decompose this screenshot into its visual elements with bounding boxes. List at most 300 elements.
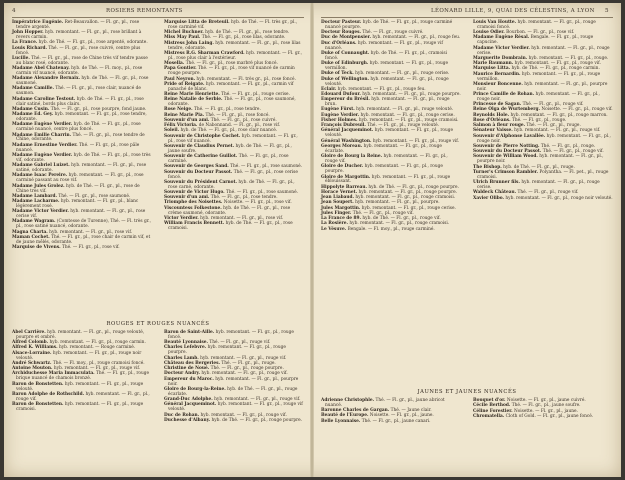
rose-name: Château des Bergeries. xyxy=(164,360,221,366)
rose-name: Sénateur Vaisse. xyxy=(473,128,513,134)
rose-description: Thé. — Fl. gr., pl., rouge vif. xyxy=(541,149,604,155)
rose-name: Madame Eugène Résal. xyxy=(473,35,530,41)
rose-description: de Nabonnand. — Fl. gr., pl., rose vif. xyxy=(197,123,281,129)
rose-name: Souvenir d'un ami. xyxy=(164,195,210,201)
rose-description: hyb. remontant. — Fl. gr., pl., rouge noir velouté. xyxy=(504,195,613,201)
rose-name: Mistress R.G. Sharman Crawford. xyxy=(164,50,245,56)
rose-name: Rose d'Orléans. xyxy=(473,117,511,123)
rose-name: Souvenir de Georges Sand. xyxy=(164,164,229,170)
rose-description: Thé. — Fl. gr., pl., rouge vif. xyxy=(351,210,414,216)
rose-description: hyb. remontant. — Fl. gr., pl., rouge vif. xyxy=(52,366,141,372)
rose-name: Souvenir de Claudius Pernet. xyxy=(164,143,235,149)
rose-description: Thé. — Fl. gr., pl., rose cuivré, centre plus foncé. xyxy=(16,45,141,56)
rose-name: Soleil. xyxy=(164,128,180,134)
rose-name: Georges Moreau. xyxy=(321,143,363,149)
page-number: 5 xyxy=(605,8,609,14)
rose-name: Louis Richard. xyxy=(12,45,48,51)
rose-description: hyb. remontant. — Fl. gr., pl., rouge brun. xyxy=(325,97,450,108)
rose-description: Thé. — Fl. gr., pl., rose vif nuancé de carmin rouge pourpre. xyxy=(168,66,295,77)
rose-description: Thé. — Fl. gr., rouge cuivré. xyxy=(361,30,424,36)
rose-name: Fisher Holmes. xyxy=(321,117,358,123)
rose-description: hyb. remontant. — Fl. gr., pl., rose plus clair à l'extérieur. xyxy=(168,50,302,61)
rose-entry xyxy=(12,246,152,251)
rose-name: Docteur Andry. xyxy=(164,371,201,377)
rose-name: Reine Marie Henriette. xyxy=(164,92,220,98)
rose-description: hyb. remontant. — Fl. gr., pl., rose cerise vif. xyxy=(16,209,146,220)
rose-description: hyb. remontant. — Fl. gr., pl., pourpre noir. xyxy=(477,154,604,165)
rose-name: Madame Eugène Verdier. xyxy=(12,122,73,128)
rose-name: Impératrice Eugénie. xyxy=(12,20,64,25)
rose-description: Ret-Beauvallon. — Fl. gr., pl., rose tendre argenté. xyxy=(16,20,140,30)
rose-description: hyb. remontant. — Fl. gr., pl., rouge foncé. xyxy=(168,330,294,340)
rose-name: Baron de Saint-Aille. xyxy=(164,330,215,335)
rose-name: Eugène Fürst. xyxy=(321,107,355,113)
rose-description: Bourbon. — Fl. gr., pl., rose vif. xyxy=(504,30,575,36)
rose-name: Duke of Edinburgh. xyxy=(321,61,369,67)
rose-description: Thé. — Fl. gr., pl., rose vif. xyxy=(60,245,120,251)
rose-name: Marquise Litta. xyxy=(473,66,511,72)
rose-description: Thé. — Fl. gr., pl., rose de Chine très vif tendre passe au blanc rosé, odorante. xyxy=(16,55,148,66)
rose-name: Souvenir du Président Carnot. xyxy=(164,179,238,185)
rose-name: Souvenir de Victor Hugo. xyxy=(164,189,225,195)
rose-description: Thé. — Fl. gr., pl., rouge. xyxy=(510,117,567,123)
left-page xyxy=(4,3,312,477)
rose-description: hyb. remontant. — Fl. gr., pl., rose carminé passant au rose vif. xyxy=(16,173,144,184)
rose-name: Madame Abel Chatenay. xyxy=(12,66,70,72)
rose-name: Souvenir du Docteur Passot. xyxy=(164,169,233,175)
rose-description: hyb. remontant. — Fl. gr., pl., rouge cerise. xyxy=(359,112,455,118)
rose-description: hyb. remontant. — Fl. gr., pl., rouge vif. xyxy=(371,138,460,144)
rose-name: The Bishop. xyxy=(473,164,502,170)
rose-name: François Dubreuil. xyxy=(321,123,366,129)
rose-name: Souvenir de Catherine Guillot. xyxy=(164,154,238,160)
rose-description: hyb. remontant. — Fl. gr., pl., rouge cerise. xyxy=(353,71,450,77)
rose-name: Chromatella. xyxy=(473,413,505,419)
rose-description: Thé. — Fl. gr., pl., rouge vif. xyxy=(208,340,271,346)
rose-description: hyb. remontant. — Fl. gr., pl., rouge cerise. xyxy=(477,180,600,191)
rose-name: Rose Neige. xyxy=(164,107,193,113)
rose-description: Thé. — Fl. gr., pl., jaune soufre. xyxy=(510,403,581,409)
rose-name: Empereur du Brésil. xyxy=(321,97,370,103)
rose-description: Thé. — Fl. gr., pl., rose marbré plus foncé. xyxy=(184,61,278,67)
rose-description: hyb. remontant. — Fl. gr., pl., rouge cramoisi foncé. xyxy=(477,20,596,30)
rose-description: hyb. de Thé. — Fl. très gr., pl., rose carminé vif. xyxy=(168,20,298,30)
rose-description: Thé. — Fl. gr., pl., rose cerise foncé. xyxy=(168,169,298,180)
rose-description: hyb. remontant. — Fl. gr., pl., rouge noir velouté. xyxy=(16,350,142,361)
rose-name: Duc d'Orléans. xyxy=(321,40,357,46)
rose-description: hyb. remontant. — Fl. gr., pl., rouge cerise. xyxy=(477,45,610,56)
rose-description: hyb. remontant. — Fl. gr., pl., rose brillant à revers carmin. xyxy=(16,30,142,41)
rose-name: Baron de Bonstetten. xyxy=(12,402,64,408)
rose-name: William Francis Bennett. xyxy=(164,221,225,227)
rose-description: hyb. remontant. — Fl. gr., pl., rose vif nuancé. xyxy=(168,133,298,144)
rose-description: Thé. — Fl. gr., pl., rose clair, nuancé de saumon. xyxy=(16,86,141,97)
rose-description: hyb. remontant. — Fl. gr., pl., rose vif. xyxy=(198,215,284,221)
rose-description: (Comtesse de Turenne), Thé. — Fl. très gr., pl., rose satiné nuancé, odorante. xyxy=(16,219,152,230)
rose-description: Thé. — Fl. gr., pl., rose saumoné. xyxy=(224,189,298,195)
rose-description: Thé. — Fl. gr., pl., rose lilas, odorante. xyxy=(200,35,286,41)
rose-name: Horace Vernet. xyxy=(321,189,358,195)
rose-description: hyb. de Thé. — Fl. gr., pl., rose clair satiné, bords plus clairs. xyxy=(16,96,144,107)
rose-description: hyb. remontant. — Fl. gr., pl., rouge pourpre. xyxy=(357,189,458,195)
rose-entry xyxy=(164,222,304,232)
rose-description: hyb. de Thé. — Fl. gr., pl., rose tendre. xyxy=(203,30,290,36)
rose-description: Thé. — Fl. gr., pl., rouge vif. xyxy=(516,190,579,196)
rose-name: Beauté de l'Europe. xyxy=(321,413,369,419)
rose-description: hyb. remontant. — Fl. gr., pl., rouge marron. xyxy=(509,112,608,118)
rose-name: Cécile Berthod. xyxy=(473,403,511,409)
rose-description: hyb. remontant. — Fl. gr., pl., rose lilas tendre, odorante. xyxy=(168,40,301,51)
rose-name: Marquise de Vivens. xyxy=(12,245,61,251)
rose-name: André Schwartz. xyxy=(12,360,52,366)
rose-name: Louis Van Houtte. xyxy=(473,20,517,25)
rose-description: hyb. remontant. — Fl. gr., pl., rose tendre, odorante. xyxy=(16,112,147,123)
rose-name: Monsieur Boncenne. xyxy=(473,81,523,87)
rose-name: Marguerite Dombrain. xyxy=(473,55,528,61)
rose-description: hyb. remontant. — Fl. gr., pl., rouge cerise. xyxy=(360,205,456,211)
rose-name: Madame Camille. xyxy=(12,86,54,92)
rose-description: Thé. — Fl. gr., pl., rose saumoné. xyxy=(57,193,131,199)
header-rule xyxy=(12,17,304,18)
rose-name: Marie Baumann. xyxy=(473,61,514,67)
rose-name: Papa Gontier. xyxy=(164,66,197,72)
rose-name: Waldeck Château. xyxy=(473,190,517,196)
rose-name: John Hopper. xyxy=(12,30,44,36)
rose-name: Docteur Rouges. xyxy=(321,30,362,36)
rose-name: La France de 89. xyxy=(321,216,362,222)
rose-name: Madame Jules Grolez. xyxy=(12,183,65,189)
rose-description: hyb. remontant. — Fl. gr., pl., rouge éblouissant. xyxy=(325,174,451,185)
rose-name: Gloire de Margottin. xyxy=(321,174,371,180)
rose-name: Eugène Verdier. xyxy=(321,112,360,118)
rose-name: Madame Victor Verdier. xyxy=(473,45,530,51)
rose-description: Thé. — Fl. gr., pl., rose saumoné, odorante. xyxy=(168,97,296,108)
rose-description: hyb. de Thé. — Fl. gr., pl., rose carné, odorante. xyxy=(168,179,295,190)
rose-description: Bengale. — Fl. gr., pl., rouge capucine. xyxy=(477,35,594,46)
rose-name: Reine Marie Pia. xyxy=(164,112,205,118)
rose-name: Christine de Noué. xyxy=(164,366,210,372)
rose-description: hyb. de Thé. — Fl. gr., pl., rouge carminé nuancé pourpre. xyxy=(325,20,453,30)
rose-name: Xavier Olibo. xyxy=(473,195,505,201)
rose-description: Thé. — Fl. gr., pl., rose chair de carmin vif, et de jaune mêlés, odorante. xyxy=(16,234,151,245)
rose-name: Le Vésuve. xyxy=(321,226,347,232)
rose-description: hyb. de Thé. — Fl. gr., pl., rose crème saumoné, odorante. xyxy=(168,205,291,216)
rose-entry xyxy=(321,420,461,425)
entries-column xyxy=(12,21,152,317)
rose-name: Gloire de Bourg la Reine. xyxy=(321,154,383,160)
rose-description: hyb. remontant. — Fl. gr., pl., rouge cramoisi. xyxy=(357,117,459,123)
rose-description: hyb. de Thé. — Fl. gr., pl., rouge carmin. xyxy=(510,66,600,72)
rose-name: Princesse de Sagan. xyxy=(473,102,522,108)
rose-name: Duke of Connaught. xyxy=(321,50,370,56)
rose-name: Gloire de Bourg-la-Reine. xyxy=(164,386,226,392)
right-page xyxy=(313,3,621,477)
rose-description: Polyantha. — Fl. pet., pl., rouge cramoisi. xyxy=(477,169,609,180)
rose-name: Baron Adolphe de Rothschild. xyxy=(12,391,85,397)
rose-description: Thé. — Fl. gr., pl., rose cuivré. xyxy=(209,117,277,123)
rose-name: Docteur Pasteur. xyxy=(321,20,362,25)
rose-description: Thé. — Fl. gr., pl., rouge. xyxy=(220,360,276,366)
rose-description: hyb. de Thé. — Fl. gr., pl., rouge écarlate. xyxy=(168,386,298,397)
rose-name: Eclair. xyxy=(321,86,337,92)
rose-description: hyb. remontant. — Fl. gr., pl., rouge noir. xyxy=(477,133,611,144)
entries-column xyxy=(473,399,613,473)
rose-description: Thé. — Fl. gr., pl., rose carminé. xyxy=(168,154,289,165)
rose-description: Noisette. — Fl. gr., pl., jaune cuivré. xyxy=(505,398,586,403)
rose-name: Pride of Reigate. xyxy=(164,81,205,87)
rose-description: Thé. — Fl. gr., pl., rouge velouté. xyxy=(365,123,440,129)
rose-description: hyb. remontant. — Fl. gr., pl., rouge vermillon. xyxy=(477,71,601,82)
rose-name: Maurice Bernardin. xyxy=(473,71,521,77)
rose-description: hyb. remontant. — Fl. gr., pl., rose vif. xyxy=(47,229,133,235)
rose-name: Lucille. xyxy=(12,55,30,61)
rose-name: Viscountess Folkestone. xyxy=(164,205,222,211)
entries-column xyxy=(473,21,613,389)
rose-description: Noisette. — Fl. gr., pl., jaune. xyxy=(368,413,434,419)
rose-description: hyb. remontant. — Fl. gr., pl., rouge feu. xyxy=(336,86,426,92)
rose-description: Thé. — Fl. gr., pl., rose foncé. xyxy=(204,112,270,118)
rose-description: hyb. remontant. — Fl. gr., pl., rouge cramoisi. xyxy=(16,402,144,412)
rose-description: hyb. remontant. — Fl. gr., pl., blanc légèrement rosé. xyxy=(16,199,139,209)
rose-name: Duc de Montpensier. xyxy=(321,35,371,41)
rose-description: Thé. — Fl. gr., pl., rouge. xyxy=(539,143,596,149)
entries-column xyxy=(321,21,461,389)
rose-name: Maman Cochet. xyxy=(12,234,50,240)
rose-name: Adrienne Christophle. xyxy=(321,398,375,403)
rose-description: hyb. remontant. — Fl. gr., pl., rouge velouté. xyxy=(325,128,454,139)
rose-name: Madame Ernestine Verdier. xyxy=(12,142,78,148)
rose-name: Victor Verdier. xyxy=(164,215,199,221)
rose-name: Paul Neyron. xyxy=(164,76,196,82)
rose-description: Thé. — Fl. gr., pl., rouge pourpre. xyxy=(209,366,284,372)
rose-name: Alfred Colomb. xyxy=(12,340,49,346)
rose-entry xyxy=(12,403,152,413)
rose-description: hyb. de Thé. — Fl. gr., pl., rouge pourpre. xyxy=(367,184,459,190)
rose-description: hyb. remontant. — Fl. gr., pl., rouge vif nuancé. xyxy=(325,40,443,51)
entries-column xyxy=(164,21,304,317)
rose-name: Félix Victoria. xyxy=(164,123,198,129)
rose-entry xyxy=(164,419,304,424)
rose-description: hyb. remontant. — Fl. gr., pl., rouge vermillon. xyxy=(325,61,449,72)
rose-description: hyb. remontant. — Fl. gr., pl., rouge vif. xyxy=(513,61,601,67)
rose-description: hyb. remontant. — Fl. gr., pl., rouge velouté. xyxy=(325,76,449,87)
rose-description: hyb. de Thé. — Fl. gr., pl., rose cramoisi. xyxy=(168,221,293,232)
rose-description: Thé. — Fl. gr., pl., rose pâle nuancé. xyxy=(16,142,140,153)
rose-description: hyb. remontant. — Fl. gr., pl., rouge vif. xyxy=(16,391,150,402)
rose-name: Hippolyte Barreau. xyxy=(321,184,367,190)
rose-description: Thé. — Fl. gr., pl., rouge. xyxy=(525,123,581,129)
rose-description: hyb. remontant. — Fl. gr., pl., rouge feu. xyxy=(370,35,461,41)
rose-name: Alsace-Lorraine. xyxy=(12,350,52,356)
rose-name: Souvenir d'un ami. xyxy=(164,117,210,123)
rose-name: Souvenir d'Alphonse Lavallée. xyxy=(473,133,546,139)
rose-description: hyb. remontant. — Fl. gr., pl., rouge vif. xyxy=(200,371,288,377)
rose-description: Cloth of Gold. — Fl. gr., pl., jaune foncé. xyxy=(504,413,594,419)
rose-name: La Rosière. xyxy=(321,221,349,227)
rose-description: Bengale. — Fl. moy., pl., rouge carminé. xyxy=(346,226,435,232)
rose-name: Archiduchesse Maria Immaculata. xyxy=(12,371,95,377)
rose-description: hyb. remontant. — Fl. gr., pl., rouge vif velouté. xyxy=(168,402,303,413)
rose-description: hyb. remontant. — Fl. gr., pl., rouge vif. xyxy=(512,128,601,134)
rose-description: hyb. remontant. — Fl. gr., pl., rouge carmin. xyxy=(48,340,146,346)
rose-name: Madame Cusin. xyxy=(12,106,50,112)
rose-description: hyb. remontant. — Fl. gr., pl., rouge pourpre. xyxy=(360,92,461,98)
rose-name: Madame Wagram. xyxy=(12,219,56,225)
rose-name: Louise Odier. xyxy=(473,30,505,36)
rose-name: Michel Buchner. xyxy=(164,30,204,36)
rose-description: hyb. de Thé. — Fl. gr., pl., rose carminé nuancé, centre plus foncé. xyxy=(16,122,141,133)
rose-name: Baronne Charles de Gargan. xyxy=(321,408,390,414)
rose-description: Thé. — Fl. gr., pl., rouge vif. xyxy=(521,102,584,108)
rose-description: hyb. de Thé. — Fl. gr., pl., rose très vif, odorante. xyxy=(16,152,151,163)
rose-name: Duke of Teck. xyxy=(321,71,354,77)
rose-description: hyb. remontant. — Fl. gr., pl., rouge velouté. xyxy=(16,381,144,392)
rose-name: Mistress John Laing. xyxy=(164,40,214,46)
rose-description: hyb. remontant. — Fl. très gr., pl., rose foncé. xyxy=(195,76,296,82)
rose-name: Gloire de Ducher. xyxy=(321,164,364,170)
rose-name: Turner's Crimson Rambler. xyxy=(473,169,539,175)
rose-name: Reine Natalie de Serbie. xyxy=(164,97,223,103)
rose-name: Reynolds Hole. xyxy=(473,112,510,118)
rose-name: Jean Liabaud. xyxy=(321,195,355,201)
rose-description: Thé. — Fl. gr., pl., rouge cerise. xyxy=(219,92,290,98)
rose-description: Thé. — Fl. gr., pl., jaune canari. xyxy=(360,418,431,424)
rose-description: hyb. remontant. — Fl. gr., pl., rouge velouté. xyxy=(354,107,454,113)
rose-name: Madame Isaac Pereire. xyxy=(12,173,68,179)
rose-name: Madame Ed. Gey. xyxy=(12,112,54,118)
rose-description: hyb. remontant. — Fl. gr., pl., rouge vif. xyxy=(212,397,301,403)
rose-description: Thé. — Jaune clair. xyxy=(389,408,432,414)
rose-description: Thé. — Fl. gr., pl., rose saumoné. xyxy=(228,164,303,170)
rose-name: Duc de Rohan. xyxy=(164,412,200,418)
entries-column xyxy=(12,331,152,471)
rose-name: Général Jacqueminot. xyxy=(321,128,374,134)
header-rule xyxy=(321,17,613,18)
rose-name: Miss May Paul. xyxy=(164,35,201,41)
rose-name: Duke of Wellington. xyxy=(321,76,369,82)
rose-name: Jean Soupert. xyxy=(321,200,354,206)
section-title: JAUNES ET JAUNES NUANCÉS xyxy=(417,389,517,395)
rose-name: Madame Lambard. xyxy=(12,193,58,199)
rose-name: Général Washington. xyxy=(321,138,372,144)
rose-description: hyb. remontant. — Fl. gr., pl., rouge pourpre. xyxy=(325,164,443,175)
rose-description: hyb. remontant. — Fl. gr., pl., rose satiné, odorante. xyxy=(16,163,147,174)
rose-entry xyxy=(473,197,613,202)
rose-name: Mosella. xyxy=(164,61,185,67)
section-title: ROUGES ET ROUGES NUANCÉS xyxy=(106,321,210,327)
rose-description: hyb. de Thé. — Fl. gr., pl., rose de Chine très vif. xyxy=(16,183,140,194)
rose-description: Thé. — Fl. gr., pl., rose tendre. xyxy=(192,107,261,113)
rose-name: Belle Lyonnaise. xyxy=(321,418,361,424)
rose-entry xyxy=(473,415,613,420)
rose-name: Charles Lamb. xyxy=(164,355,199,361)
rose-description: Noisette. — Fl. gr., pl., jaune. xyxy=(512,408,578,414)
rose-description: hyb. remontant. — Fl. gr., pl., rouge velouté, pourpre et ombré. xyxy=(16,330,145,340)
rose-description: hyb. remontant. — Fl. gr., pl., rouge noir. xyxy=(477,92,600,102)
rose-description: hyb. remontant. — Fl. gr., pl., rouge cramoisi. xyxy=(354,195,456,201)
rose-description: Noisette. — Fl. gr., pl., rouge vif. xyxy=(540,107,613,113)
rose-description: hyb. de Thé. — Fl. gr., pl., cramoisi foncé. xyxy=(325,50,447,61)
rose-name: Madame Emilie Charrin. xyxy=(12,132,72,138)
rose-description: hyb. de Thé. — Fl. gr., pl., rouge vif. xyxy=(361,216,441,222)
rose-name: Souvenir de Pierre Notting. xyxy=(473,143,540,149)
rose-description: hyb. remontant. — Fl. gr., pl., carmin vif panaché de blanc. xyxy=(168,81,294,92)
rose-description: hyb. de Thé. — Fl. gr., pl., rose argenté, odorante. xyxy=(37,40,148,46)
rose-name: Souvenir de Christophe Cochet. xyxy=(164,133,241,139)
rose-description: Thé. — Fl. gr., pl., rouge brique nuancé de chamois bronzé. xyxy=(16,371,150,382)
rose-description: Thé. — Fl. moy., pl., rouge cramoisi foncé. xyxy=(51,360,145,366)
rose-description: hyb. remontant. — Fl. gr., pl., rouge vif. xyxy=(198,355,287,361)
rose-name: Grand-Duc Adolphe. xyxy=(164,397,213,403)
page-number: 4 xyxy=(12,8,16,14)
rose-name: Souvenir de William Wood. xyxy=(473,154,538,160)
rose-description: hyb. remontant. — Fl. gr., pl., rouge cramoisi. xyxy=(348,221,450,227)
rose-description: hyb. de Thé. — Fl. gr., pl., jaune soufre. xyxy=(168,143,292,154)
rose-name: Triomphe des Noisettes. xyxy=(164,200,223,206)
rose-name: Alfred K. Williams. xyxy=(12,345,58,351)
rose-description: hyb. remontant. — Fl. gr., pl., pourpre. xyxy=(353,200,440,206)
rose-description: hyb. de Thé. — Fl. gr., pl., rose saumoné. xyxy=(16,76,149,87)
rose-name: Magna Charta. xyxy=(12,229,48,235)
rose-name: Reine Olga de Wurtemberg. xyxy=(473,107,540,113)
rose-name: Salmon à fleur rouge. xyxy=(473,123,526,129)
rose-description: hyb. remontant. — Rouge carminé. xyxy=(57,345,136,351)
rose-name: Prince Camille de Rohan. xyxy=(473,92,535,98)
rose-name: Edouard Dufour. xyxy=(321,92,361,98)
rose-name: Empereur du Maroc. xyxy=(164,376,214,382)
rose-name: Ulrich Brunner fils. xyxy=(473,180,520,186)
rose-name: Souvenir du Docteur Passot. xyxy=(473,149,542,155)
rose-name: Beauté Lyonnaise. xyxy=(164,340,209,346)
entries-column xyxy=(164,331,304,471)
rose-description: Thé. — Fl. gr., pl., jaune abricot nuancé. xyxy=(325,398,445,408)
running-head: LÉONARD LILLE, 9, QUAI DES CÉLESTINS, A LYON xyxy=(431,8,595,14)
rose-entry xyxy=(321,228,461,233)
rose-name: Madame Alexandre Bernaix. xyxy=(12,76,81,82)
rose-description: hyb. remontant. — Fl. gr., pl., rouge vif. xyxy=(325,154,448,165)
rose-name: La France. xyxy=(12,40,38,46)
rose-name: Madame Lacharme. xyxy=(12,199,60,204)
rose-description: Thé. — Fl. gr., pl., rose pourpre, fond jaune. xyxy=(49,106,147,112)
rose-name: Marquise Litta de Breteuil. xyxy=(164,20,230,25)
rose-name: Madame Victor Verdier. xyxy=(12,209,69,215)
rose-description: hyb. remontant. — Fl. gr., pl., rouge. xyxy=(527,55,609,61)
entries-column xyxy=(321,399,461,473)
rose-description: hyb. remontant. — Fl. gr., pl., pourpre noir. xyxy=(477,81,608,92)
rose-description: hyb. de Thé. — Fl. gr., pl., rose clair nuancé. xyxy=(179,128,278,134)
rose-description: hyb. remontant. — Fl. gr., pl., rouge écarlate. xyxy=(325,143,442,154)
rose-description: hyb. remontant. — Fl. gr., pl., pourpre noir. xyxy=(168,376,299,387)
rose-name: Bouquet d'or. xyxy=(473,398,506,403)
rose-name: Madame Eugène Verdier. xyxy=(12,152,73,158)
rose-name: Abel Carrière. xyxy=(12,330,46,335)
rose-name: Jules Margottin. xyxy=(321,205,361,211)
book-spread xyxy=(4,3,621,477)
rose-description: hyb. de Thé. — Fl. gr., pl., rouge. xyxy=(501,164,575,170)
rose-description: Noisette. — Fl. gr., pl., rose vif. xyxy=(222,200,292,206)
rose-name: Madame Gabriel Luizet. xyxy=(12,163,70,169)
rose-name: Baron de Bonstetten. xyxy=(12,381,64,387)
running-head: ROSIERS REMONTANTS xyxy=(106,8,183,14)
rose-description: hyb. remontant. — Fl. gr., pl., rouge pourpre. xyxy=(168,345,286,356)
rose-description: Thé. — Fl. gr., pl., rose tendre. xyxy=(209,195,278,201)
rose-name: Antoine Mouton. xyxy=(12,366,53,372)
rose-name: Madame Caroline Testout. xyxy=(12,96,76,102)
rose-description: hyb. de Thé. — Fl. gr., pl., rouge pourpre. xyxy=(210,417,303,423)
rose-description: hyb. de Thé. — Fl. moy., pl., rose carmin vif nuancé, odorante. xyxy=(16,66,143,77)
rose-description: hyb. remontant. — Fl. gr., pl., rouge vif. xyxy=(199,412,287,418)
rose-name: Céline Forestier. xyxy=(473,408,513,414)
